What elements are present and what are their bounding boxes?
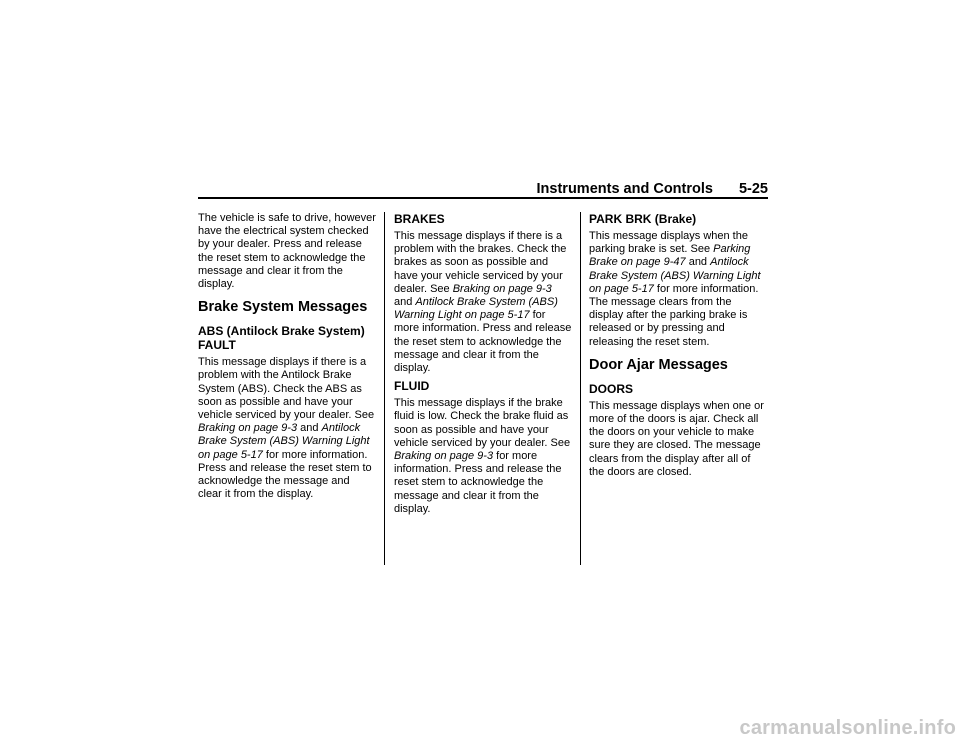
fluid-subheading: FLUID: [394, 379, 430, 394]
ref-braking: Braking on page 9-3: [198, 422, 298, 435]
ref-parking-brake: Parking Brake on page 9-47: [589, 243, 751, 269]
doors-paragraph: This message displays when one or more of the doors is ajar. Check all the doors on your vehicle to make sure they are closed. The message clears from the display after all of the doors are closed.: [589, 399, 764, 478]
door-ajar-heading: Door Ajar Messages: [589, 356, 728, 373]
ref-braking: Braking on page 9-3: [452, 282, 552, 295]
park-brake-paragraph: This message displays when the parking brake is set. See Parking Brake on page 9-47 and Antilock Brake System (ABS) Warning Light on page 5-17 for more information. The message clears from the display after the parking brake is released or by pressing and releasing the reset stem.: [589, 230, 761, 348]
column-divider-2: [580, 212, 581, 565]
watermark: carmanualsonline.info: [739, 717, 956, 739]
abs-fault-paragraph: This message displays if there is a problem with the Antilock Brake System (ABS). Check the ABS as soon as possible and have your vehicle serviced by your dealer. See Braking on page 9-3 and Antilock Brake System (ABS) Warning Light on page 5-17 for more information. Press and release the reset stem to acknowledge the message and clear it from the display.: [198, 356, 375, 501]
column-divider-1: [384, 212, 385, 565]
ref-abs-warning-light: Antilock Brake System (ABS) Warning Light on page 5-17: [198, 422, 370, 461]
abs-fault-subheading: ABS (Antilock Brake System) FAULT: [198, 324, 365, 353]
fluid-paragraph: This message displays if the brake fluid is low. Check the brake fluid as soon as possible and have your vehicle serviced by your dealer. See Braking on page 9-3 for more information. Press and release the reset stem to acknowledge the message and clear it from the display.: [394, 397, 571, 515]
park-brake-subheading: PARK BRK (Brake): [589, 212, 697, 226]
column-3: [589, 212, 767, 479]
ref-abs-warning-light: Antilock Brake System (ABS) Warning Light on page 5-17: [589, 256, 761, 295]
brake-system-heading: Brake System Messages: [198, 299, 368, 316]
brakes-subheading: BRAKES: [394, 212, 445, 226]
ref-braking: Braking on page 9-3: [394, 450, 494, 463]
page-header: [198, 180, 768, 198]
ref-abs-warning-light: Antilock Brake System (ABS) Warning Light on page 5-17: [394, 296, 558, 322]
doors-subheading: DOORS: [589, 381, 634, 396]
column-1: [198, 212, 376, 501]
page-number: 5-25: [738, 181, 768, 197]
section-title: Instruments and Controls: [536, 181, 713, 197]
column-2: [394, 212, 572, 516]
brakes-paragraph: This message displays if there is a problem with the brakes. Check the brakes as soon as possible and have your vehicle serviced by your dealer. See Braking on page 9-3 and Antilock Brake System (ABS) Warning Light on page 5-17 for more information. Press and release the reset stem to acknowledge the message and clear it from the display.: [394, 230, 572, 375]
header-rule: [198, 197, 768, 199]
intro-paragraph: The vehicle is safe to drive, however have the electrical system checked by your dealer. Press and release the reset stem to acknowledge the message and clear it from the display.: [198, 212, 376, 291]
